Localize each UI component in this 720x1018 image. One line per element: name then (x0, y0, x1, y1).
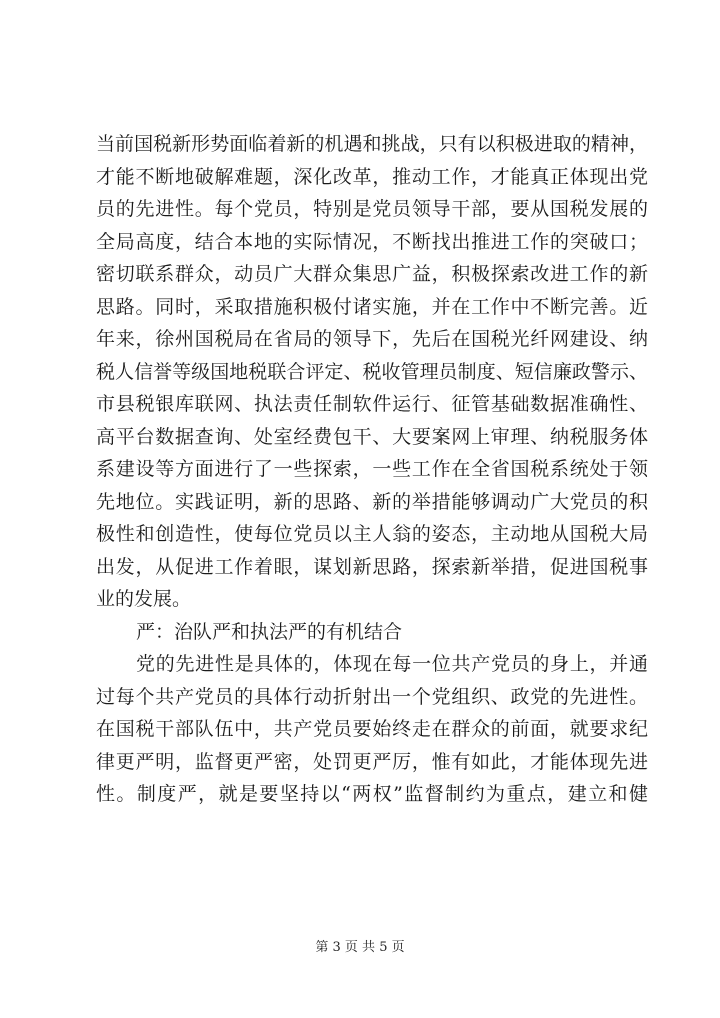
text-line: 税人信誉等级国地税联合评定、税收管理员制度、短信廉政警示、 (96, 360, 648, 383)
text-line: 当前国税新形势面临着新的机遇和挑战，只有以积极进取的精神， (96, 133, 648, 155)
text-line: 业的发展。 (96, 588, 192, 610)
text-line: 过每个共产党员的具体行动折射出一个党组织、政党的先进性。 (96, 685, 648, 708)
text-line: 系建设等方面进行了一些探索，一些工作在全省国税系统处于领 (96, 458, 648, 480)
text-line: 先地位。实践证明，新的思路、新的举措能够调动广大党员的积 (96, 490, 648, 513)
text-line: 出发，从促进工作着眼，谋划新思路，探索新举措，促进国税事 (96, 555, 648, 578)
section-heading: 严：治队严和执法严的有机结合 (136, 620, 403, 643)
text-line: 密切联系群众，动员广大群众集思广益，积极探索改进工作的新 (96, 263, 648, 285)
text-line: 思路。同时，采取措施积极付诸实施，并在工作中不断完善。近 (96, 295, 648, 318)
text-line: 员的先进性。每个党员，特别是党员领导干部，要从国税发展的 (96, 198, 648, 220)
text-line: 市县税银库联网、执法责任制软件运行、征管基础数据准确性、 (96, 393, 648, 415)
text-line: 性。制度严，就是要坚持以“两权”监督制约为重点，建立和健 (96, 783, 648, 805)
text-line: 极性和创造性，使每位党员以主人翁的姿态，主动地从国税大局 (96, 523, 648, 545)
text-line: 才能不断地破解难题，深化改革，推动工作，才能真正体现出党 (96, 165, 648, 188)
text-line: 年来，徐州国税局在省局的领导下，先后在国税光纤网建设、纳 (96, 328, 648, 350)
text-line: 党的先进性是具体的，体现在每一位共产党员的身上，并通 (136, 653, 648, 675)
text-line: 全局高度，结合本地的实际情况，不断找出推进工作的突破口； (96, 230, 648, 253)
body-text (96, 128, 648, 811)
text-line: 律更严明，监督更严密，处罚更严厉，惟有如此，才能体现先进 (96, 750, 648, 773)
text-line: 在国税干部队伍中，共产党员要始终走在群众的前面，就要求纪 (96, 718, 648, 740)
page-number-footer: 第 3 页 共 5 页 (315, 940, 405, 955)
text-line: 高平台数据查询、处室经费包干、大要案网上审理、纳税服务体 (96, 425, 648, 448)
